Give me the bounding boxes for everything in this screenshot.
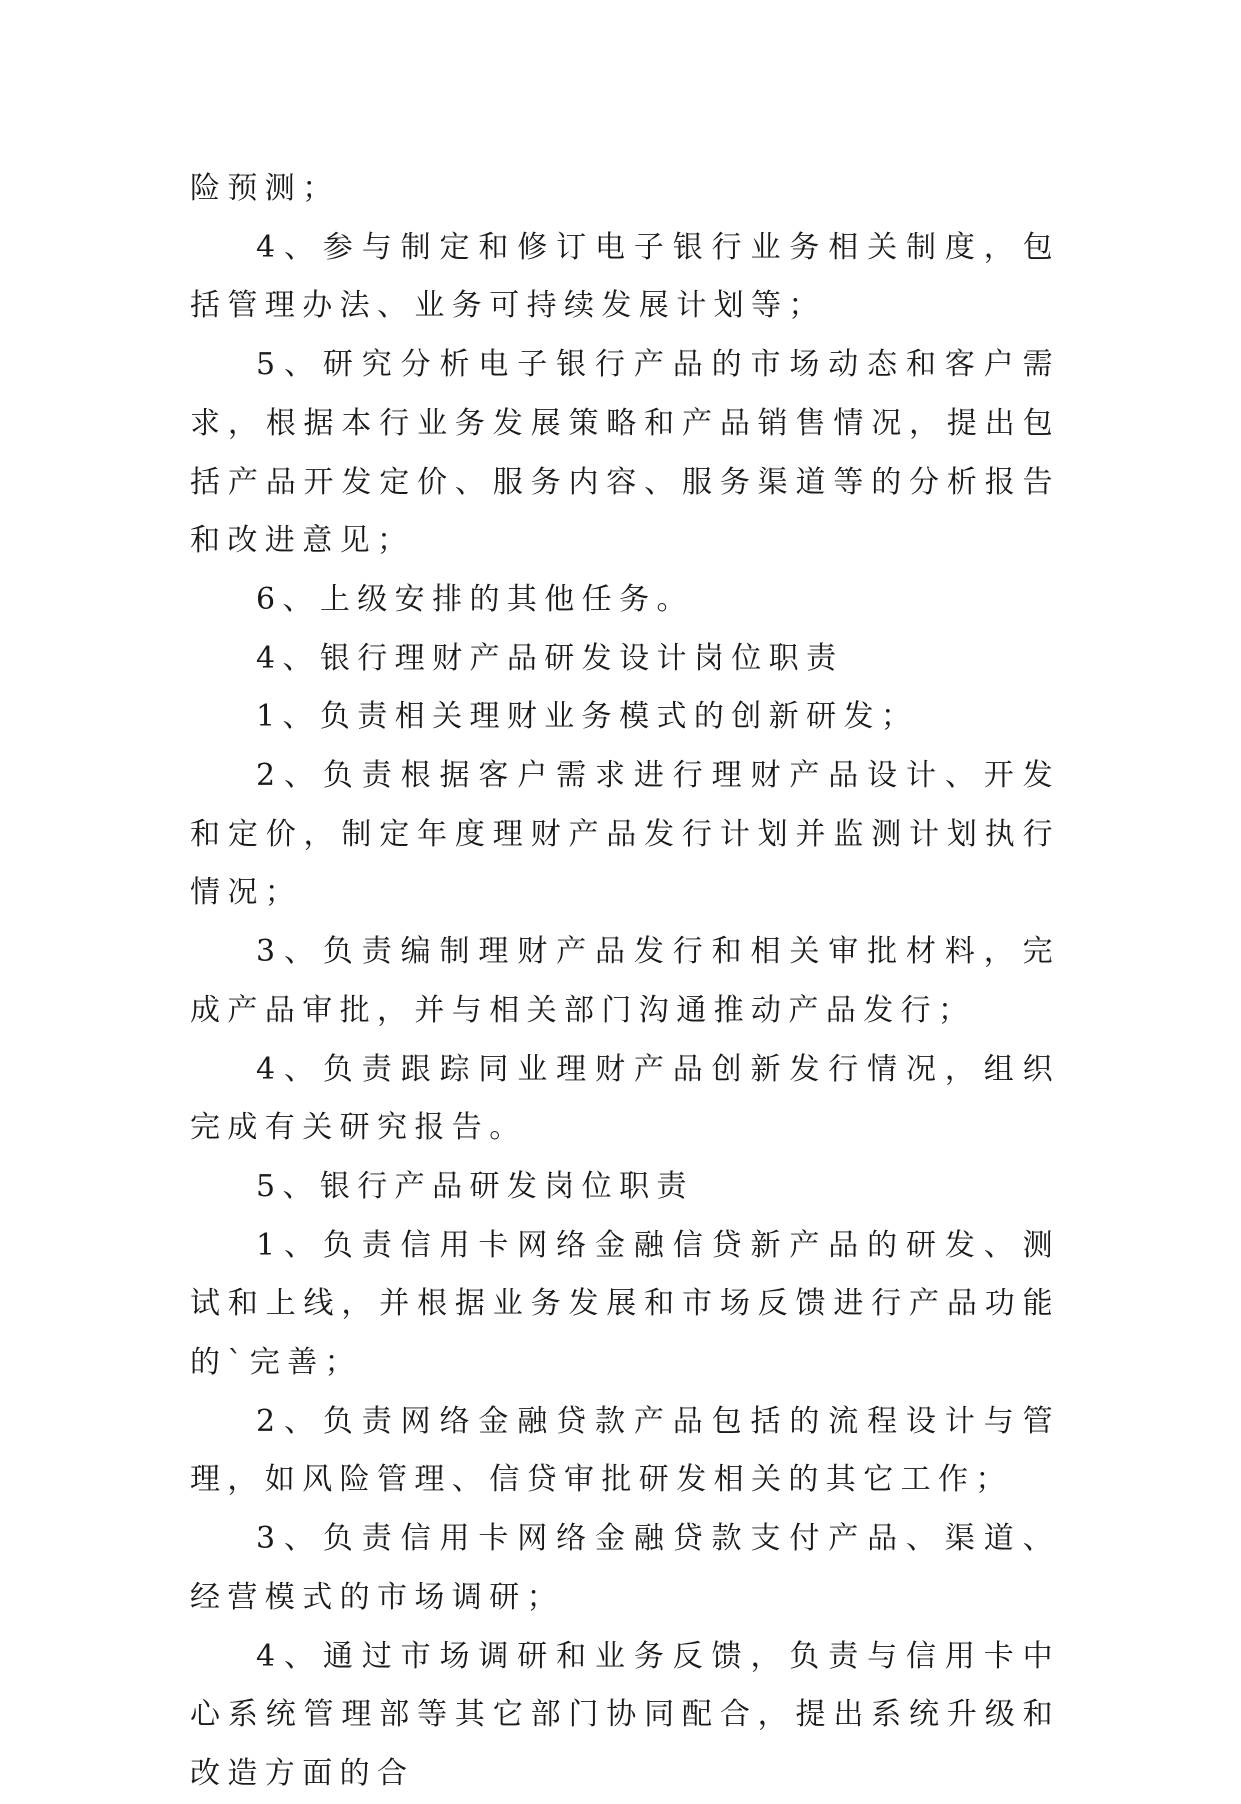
paragraph-e-banking-duty-4: 4、参与制定和修订电子银行业务相关制度，包括管理办法、业务可持续发展计划等； — [190, 229, 1060, 324]
paragraph-e-banking-duty-6: 6、上级安排的其他任务。 — [256, 581, 694, 617]
section-heading-wealth-product-rd: 4、银行理财产品研发设计岗位职责 — [256, 640, 844, 676]
paragraph-wealth-duty-3: 3、负责编制理财产品发行和相关审批材料，完成产品审批，并与相关部门沟通推动产品发行； — [190, 934, 1060, 1028]
paragraph-product-rd-duty-2: 2、负责网络金融贷款产品包括的流程设计与管理，如风险管理、信贷审批研发相关的其它工作； — [190, 1403, 1060, 1498]
paragraph-product-rd-duty-1: 1、负责信用卡网络金融信贷新产品的研发、测试和上线，并根据业务发展和市场反馈进行产品功能的`完善； — [190, 1227, 1060, 1381]
section-heading-product-rd: 5、银行产品研发岗位职责 — [256, 1168, 694, 1204]
paragraph-wealth-duty-2: 2、负责根据客户需求进行理财产品设计、开发和定价，制定年度理财产品发行计划并监测计划执行情况； — [190, 758, 1060, 911]
document-body — [190, 160, 1060, 1804]
paragraph-wealth-duty-4: 4、负责跟踪同业理财产品创新发行情况，组织完成有关研究报告。 — [190, 1051, 1060, 1146]
paragraph-risk-forecast: 险预测； — [190, 171, 340, 206]
paragraph-e-banking-duty-5: 5、研究分析电子银行产品的市场动态和客户需求，根据本行业务发展策略和产品销售情况，提出包括产品开发定价、服务内容、服务渠道等的分析报告和改进意见； — [190, 347, 1060, 559]
paragraph-product-rd-duty-3: 3、负责信用卡网络金融贷款支付产品、渠道、经营模式的市场调研； — [190, 1521, 1060, 1615]
paragraph-wealth-duty-1: 1、负责相关理财业务模式的创新研发； — [256, 699, 919, 735]
paragraph-product-rd-duty-4: 4、通过市场调研和业务反馈，负责与信用卡中心系统管理部等其它部门协同配合，提出系统升级和改造方面的合 — [190, 1638, 1060, 1791]
